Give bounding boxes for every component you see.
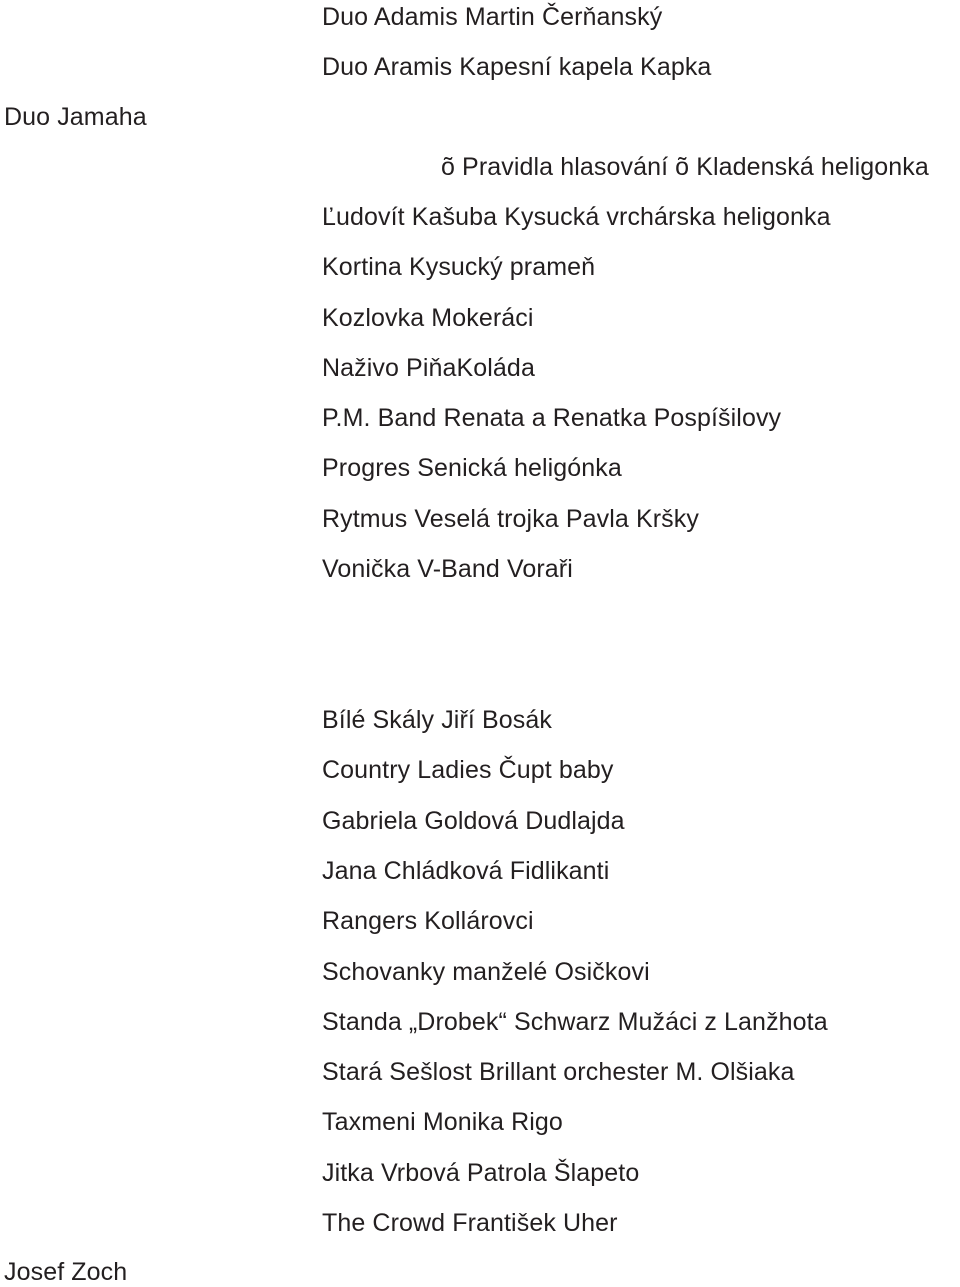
text-line: Vonička V-Band Voraři (322, 555, 573, 583)
text-line: Duo Adamis Martin Čerňanský (322, 3, 663, 31)
text-line: Rangers Kollárovci (322, 907, 534, 935)
text-line: Rytmus Veselá trojka Pavla Kršky (322, 505, 699, 533)
text-line: Stará Sešlost Brillant orchester M. Olšiaka (322, 1058, 795, 1086)
text-line: Taxmeni Monika Rigo (322, 1108, 563, 1136)
text-line: Josef Zoch (4, 1258, 128, 1286)
text-line: Duo Aramis Kapesní kapela Kapka (322, 53, 712, 81)
text-line: Jana Chládková Fidlikanti (322, 857, 610, 885)
text-line: Naživo PiňaKoláda (322, 354, 535, 382)
text-line: Progres Senická heligónka (322, 454, 622, 482)
text-line: The Crowd František Uher (322, 1209, 618, 1237)
text-line: Kortina Kysucký prameň (322, 253, 596, 281)
text-line: Gabriela Goldová Dudlajda (322, 807, 625, 835)
text-line: Standa „Drobek“ Schwarz Mužáci z Lanžhota (322, 1008, 828, 1036)
text-line: Country Ladies Čupt baby (322, 756, 614, 784)
text-line: Bílé Skály Jiří Bosák (322, 706, 552, 734)
text-line: Jitka Vrbová Patrola Šlapeto (322, 1159, 640, 1187)
text-line: Duo Jamaha (4, 103, 147, 131)
text-line: Schovanky manželé Osičkovi (322, 958, 650, 986)
text-line: Ľudovít Kašuba Kysucká vrchárska heligonka (322, 203, 831, 231)
text-line: õ Pravidla hlasování õ Kladenská heligonka (441, 153, 929, 181)
text-line: P.M. Band Renata a Renatka Pospíšilovy (322, 404, 782, 432)
text-line: Kozlovka Mokeráci (322, 304, 534, 332)
